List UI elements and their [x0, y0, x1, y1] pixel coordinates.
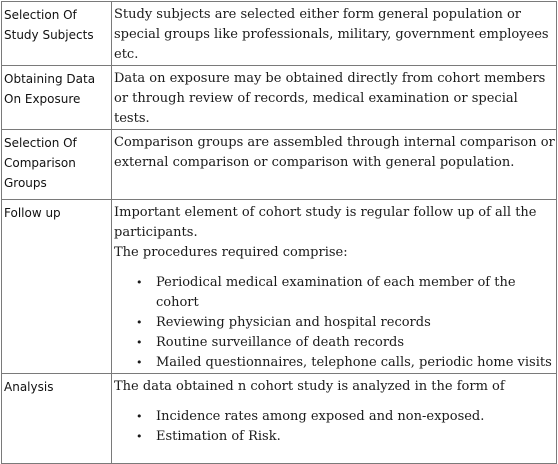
row-content	[112, 200, 557, 374]
table-row	[2, 374, 557, 464]
list-item	[136, 353, 555, 373]
list-item	[136, 333, 555, 353]
list-item	[136, 313, 555, 333]
list-item	[136, 427, 555, 447]
content-line: Important element of cohort study is regular follow up of all the participants.	[114, 205, 537, 240]
bullet-icon: •	[136, 316, 143, 329]
table-row	[2, 200, 557, 374]
table-row	[2, 2, 557, 66]
row-label: Selection Of Comparison Groups	[2, 130, 112, 200]
row-content	[112, 66, 557, 130]
content-line: The data obtained n cohort study is analyzed in the form of	[114, 379, 505, 394]
row-content	[112, 374, 557, 464]
content-line: Data on exposure may be obtained directly from cohort members or through review of records, medical examination or special tests.	[114, 71, 546, 126]
list-item-text: Periodical medical examination of each member of the cohort	[156, 275, 516, 310]
row-label: Analysis	[2, 374, 112, 464]
list-item-text: Estimation of Risk.	[156, 429, 281, 444]
table-row	[2, 66, 557, 130]
row-content	[112, 130, 557, 200]
bullet-icon: •	[136, 276, 143, 289]
content-line: Comparison groups are assembled through internal comparison or external comparison or comparison with general population.	[114, 135, 555, 170]
bullet-icon: •	[136, 356, 143, 369]
bullet-icon: •	[136, 430, 143, 443]
content-line: The procedures required comprise:	[114, 245, 348, 260]
bullet-list	[114, 273, 555, 373]
row-content	[112, 2, 557, 66]
content-line: Study subjects are selected either form general population or special groups like professionals, military, government employees etc.	[114, 7, 549, 62]
list-item-text: Mailed questionnaires, telephone calls, periodic home visits	[156, 355, 552, 370]
bullet-icon: •	[136, 410, 143, 423]
cohort-study-steps-table	[1, 1, 557, 464]
list-item-text: Reviewing physician and hospital records	[156, 315, 431, 330]
list-item	[136, 273, 555, 313]
row-label: Selection Of Study Subjects	[2, 2, 112, 66]
list-item	[136, 407, 555, 427]
bullet-icon: •	[136, 336, 143, 349]
bullet-list	[114, 407, 555, 447]
list-item-text: Incidence rates among exposed and non-exposed.	[156, 409, 485, 424]
table-row	[2, 130, 557, 200]
row-label: Obtaining Data On Exposure	[2, 66, 112, 130]
list-item-text: Routine surveillance of death records	[156, 335, 405, 350]
row-label: Follow up	[2, 200, 112, 374]
